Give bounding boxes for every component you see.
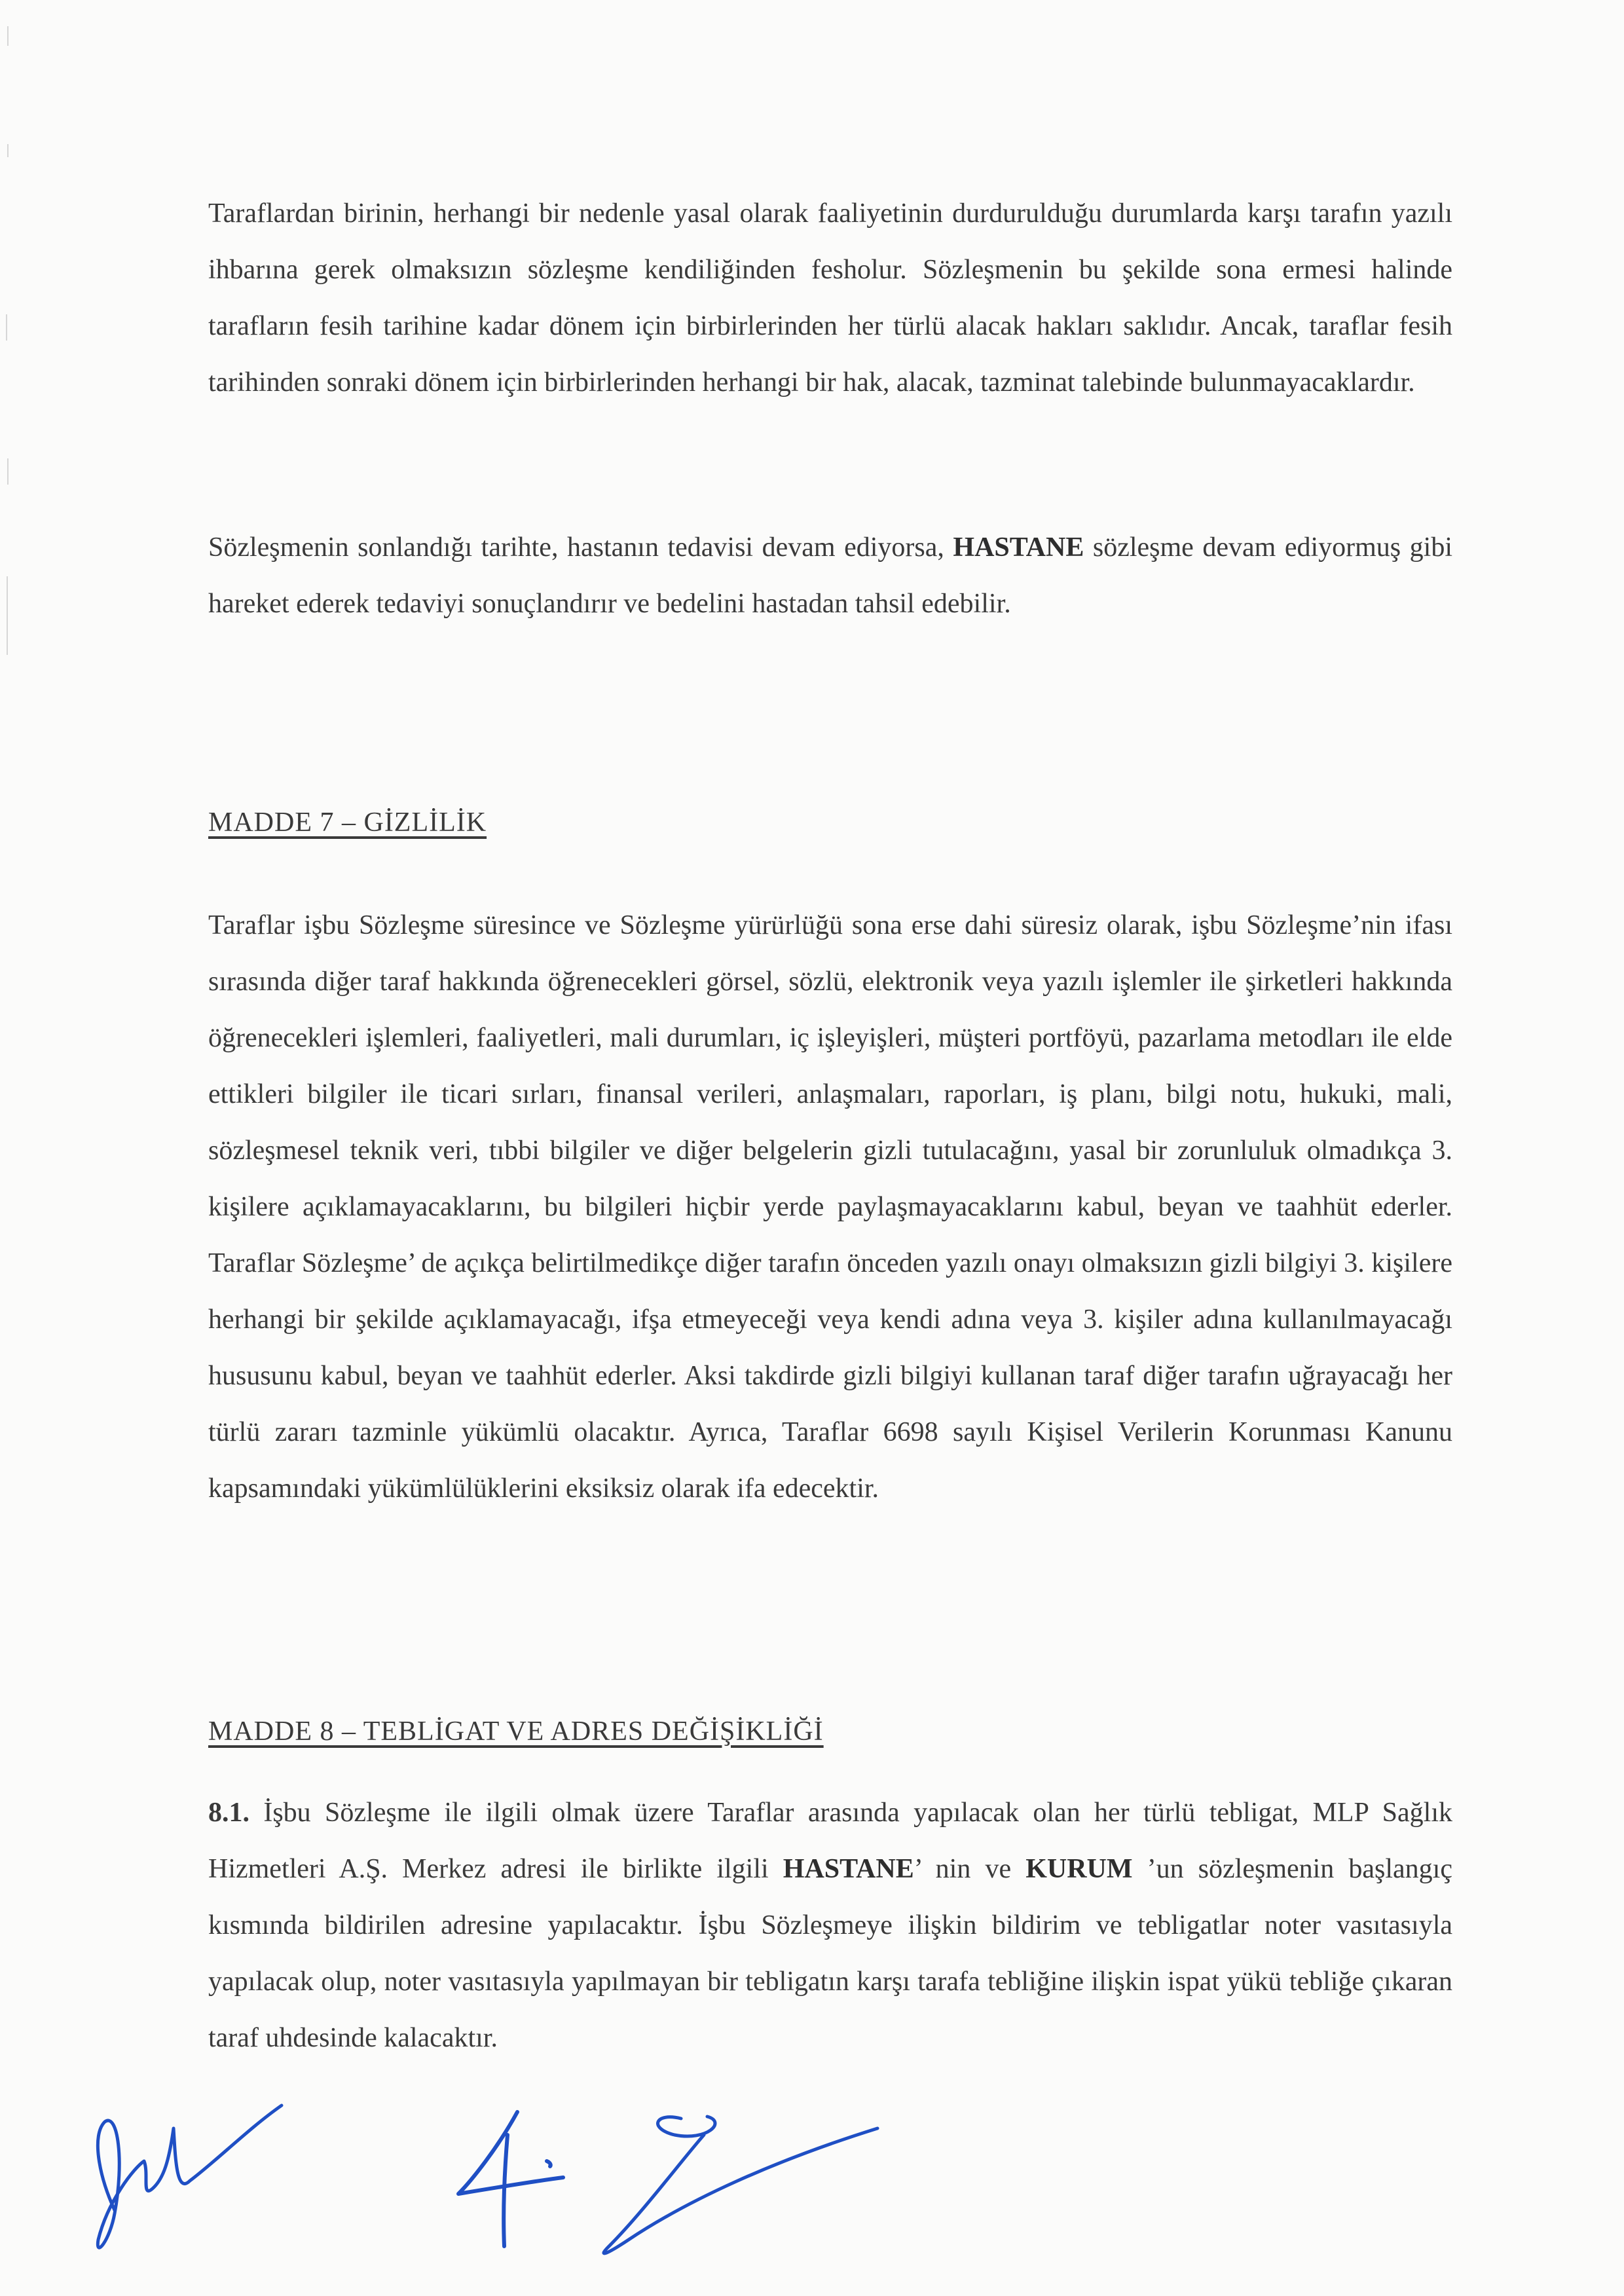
scan-edge-marks	[4, 0, 13, 786]
clause-number: 8.1.	[208, 1798, 249, 1828]
party-name-kurum: KURUM	[1025, 1854, 1133, 1884]
paragraph-text: ’ nin ve	[913, 1854, 1026, 1884]
signature-right	[604, 2117, 877, 2253]
paragraph-text: ’un sözleşmenin başlangıç kısmında bildirilen adresine yapılacaktır. İşbu Sözleşmeye ilişkin bildirim ve tebligatlar noter vasıtasıyla yapılacak olup, noter vasıtasıyla yapılmayan bir tebligatın karşı tarafa tebliğine ilişkin ispat yükü tebliğe çıkaran taraf uhdesinde kalacaktır.	[208, 1854, 1452, 2053]
party-name-hastane: HASTANE	[783, 1854, 914, 1884]
heading-madde-8: MADDE 8 – TEBLİGAT VE ADRES DEĞİŞİKLİĞİ	[208, 1716, 824, 1747]
paragraph-termination: Taraflardan birinin, herhangi bir nedenle yasal olarak faaliyetinin durdurulduğu durumlarda karşı tarafın yazılı ihbarına gerek olmaksızın sözleşme kendiliğinden fesholur. Sözleşmenin bu şekilde sona ermesi halinde tarafların fesih tarihine kadar dönem için birbirlerinden her türlü alacak hakları saklıdır. Ancak, taraflar fesih tarihinden sonraki dönem için birbirlerinden herhangi bir hak, alacak, tazminat talebinde bulunmayacaklardır.	[208, 198, 1452, 398]
paragraph-confidentiality: Taraflar işbu Sözleşme süresince ve Sözleşme yürürlüğü sona erse dahi süresiz olarak, işbu Sözleşme’nin ifası sırasında diğer taraf hakkında öğrenecekleri görsel, sözlü, elektronik veya yazılı işlemler ile şirketleri hakkında öğrenecekleri işlemleri, faaliyetleri, mali durumları, iç işleyişleri, müşteri portföyü, pazarlama metodları ile elde ettikleri bilgiler ile ticari sırları, finansal verileri, anlaşmaları, raporları, iş planı, bilgi notu, hukuki, mali, sözleşmesel teknik veri, tıbbi bilgiler ve diğer belgelerin gizli tutulacağını, yasal bir zorunluluk olmadıkça 3. kişilere açıklamayacaklarını, bu bilgileri hiçbir yerde paylaşmayacaklarını kabul, beyan ve taahhüt ederler. Taraflar Sözleşme’ de açıkça belirtilmedikçe diğer tarafın önceden yazılı onayı olmaksızın gizli bilgiyi 3. kişilere herhangi bir şekilde açıklamayacağı, ifşa etmeyeceği veya kendi adına veya 3. kişiler adına kullanılmayacağı hususunu kabul, beyan ve taahhüt ederler. Aksi takdirde gizli bilgiyi kullanan taraf diğer tarafın uğrayacağı her türlü zararı tazminle yükümlü olacaktır. Ayrıca, Taraflar 6698 sayılı Kişisel Verilerin Korunması Kanunu kapsamındaki yükümlülüklerini eksiksiz olarak ifa edecektir.	[208, 910, 1452, 1504]
heading-madde-7: MADDE 7 – GİZLİLİK	[208, 807, 487, 838]
paragraph-treatment-continuation	[208, 519, 1452, 632]
party-name-hastane: HASTANE	[953, 532, 1084, 563]
paragraph-notification	[208, 1785, 1452, 2066]
paragraph-text: sözleşme devam ediyormuş gibi hareket ederek tedaviyi sonuçlandırır ve bedelini hastadan tahsil edebilir.	[208, 532, 1452, 619]
paragraph-text: İşbu Sözleşme ile ilgili olmak üzere Taraflar arasında yapılacak olan her türlü tebligat, MLP Sağlık Hizmetleri A.Ş. Merkez adresi ile birlikte ilgili	[208, 1798, 1452, 1884]
signature-middle	[458, 2112, 563, 2246]
paragraph-text: Sözleşmenin sonlandığı tarihte, hastanın tedavisi devam ediyorsa,	[208, 532, 953, 563]
signature-left	[98, 2105, 282, 2248]
